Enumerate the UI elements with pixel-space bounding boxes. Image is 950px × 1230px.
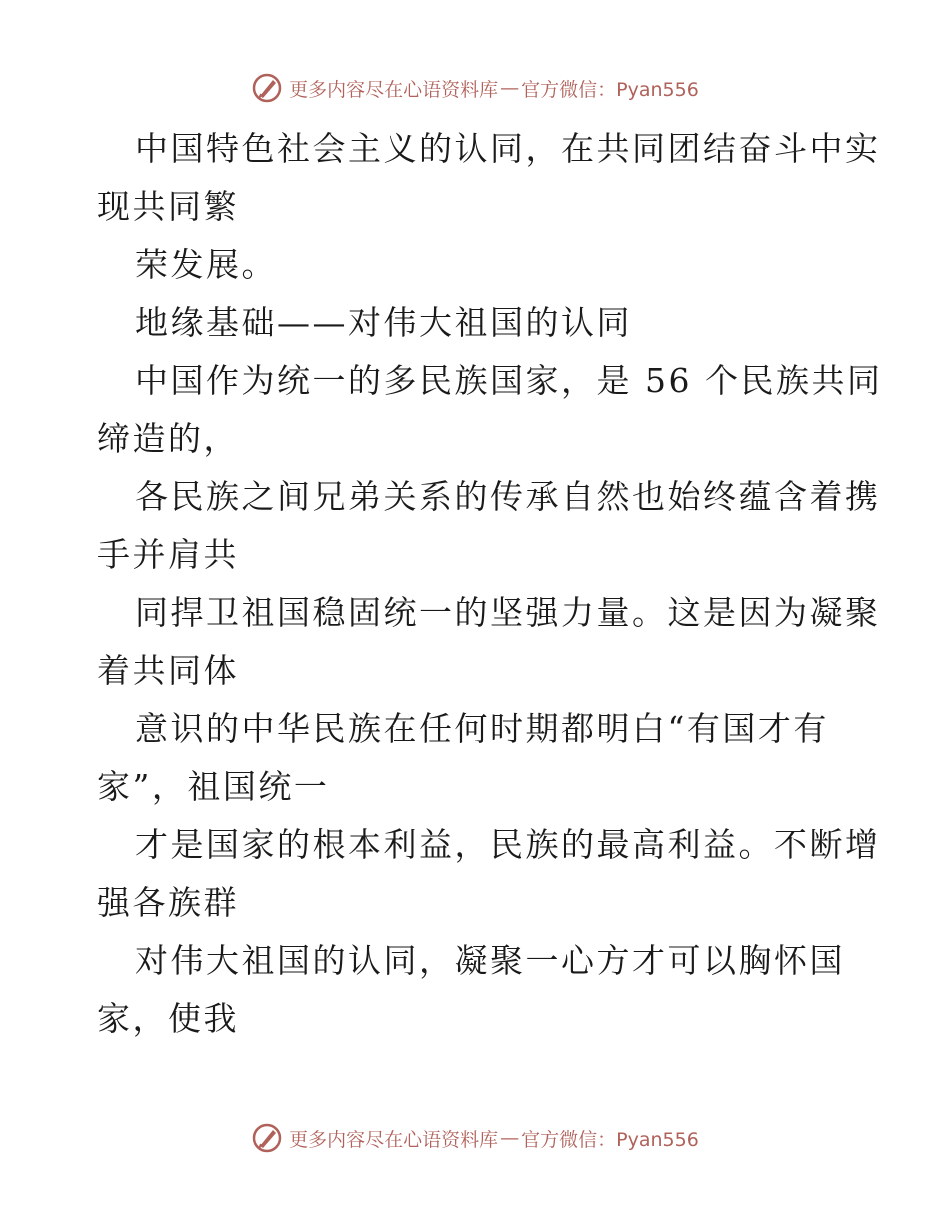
text-line: 现共同繁	[97, 187, 239, 226]
header-separator: —	[500, 77, 520, 99]
text-line: 意识的中华民族在任何时期都明白“有国才有	[135, 709, 829, 748]
quill-pen-logo-icon	[251, 1122, 283, 1154]
text-line: 着共同体	[97, 651, 239, 690]
text-line: 各民族之间兄弟关系的传承自然也始终蕴含着携	[135, 477, 881, 516]
page-header-banner	[0, 72, 950, 104]
text-line: 中国作为统一的多民族国家，是 56 个民族共同	[135, 361, 883, 400]
footer-wechat-label: 官方微信：Pyan556	[521, 1128, 699, 1151]
footer-separator: —	[500, 1127, 520, 1149]
text-line: 家”，祖国统一	[97, 767, 330, 806]
text-line: 强各族群	[97, 883, 239, 922]
document-body	[97, 120, 883, 1048]
text-line: 才是国家的根本利益，民族的最高利益。不断增	[135, 825, 881, 864]
text-line: 荣发展。	[135, 245, 277, 284]
section-heading: 地缘基础——对伟大祖国的认同	[135, 303, 632, 342]
text-line: 家，使我	[97, 999, 239, 1038]
header-wechat-label: 官方微信：Pyan556	[521, 78, 699, 101]
text-line: 中国特色社会主义的认同，在共同团结奋斗中实	[135, 129, 881, 168]
quill-pen-logo-icon	[251, 72, 283, 104]
text-line: 对伟大祖国的认同，凝聚一心方才可以胸怀国	[135, 941, 845, 980]
text-line: 手并肩共	[97, 535, 239, 574]
footer-site-name: 更多内容尽在心语资料库	[289, 1128, 499, 1151]
text-line: 缔造的，	[97, 419, 239, 458]
header-site-name: 更多内容尽在心语资料库	[289, 78, 499, 101]
text-line: 同捍卫祖国稳固统一的坚强力量。这是因为凝聚	[135, 593, 881, 632]
page-footer-banner	[0, 1122, 950, 1154]
